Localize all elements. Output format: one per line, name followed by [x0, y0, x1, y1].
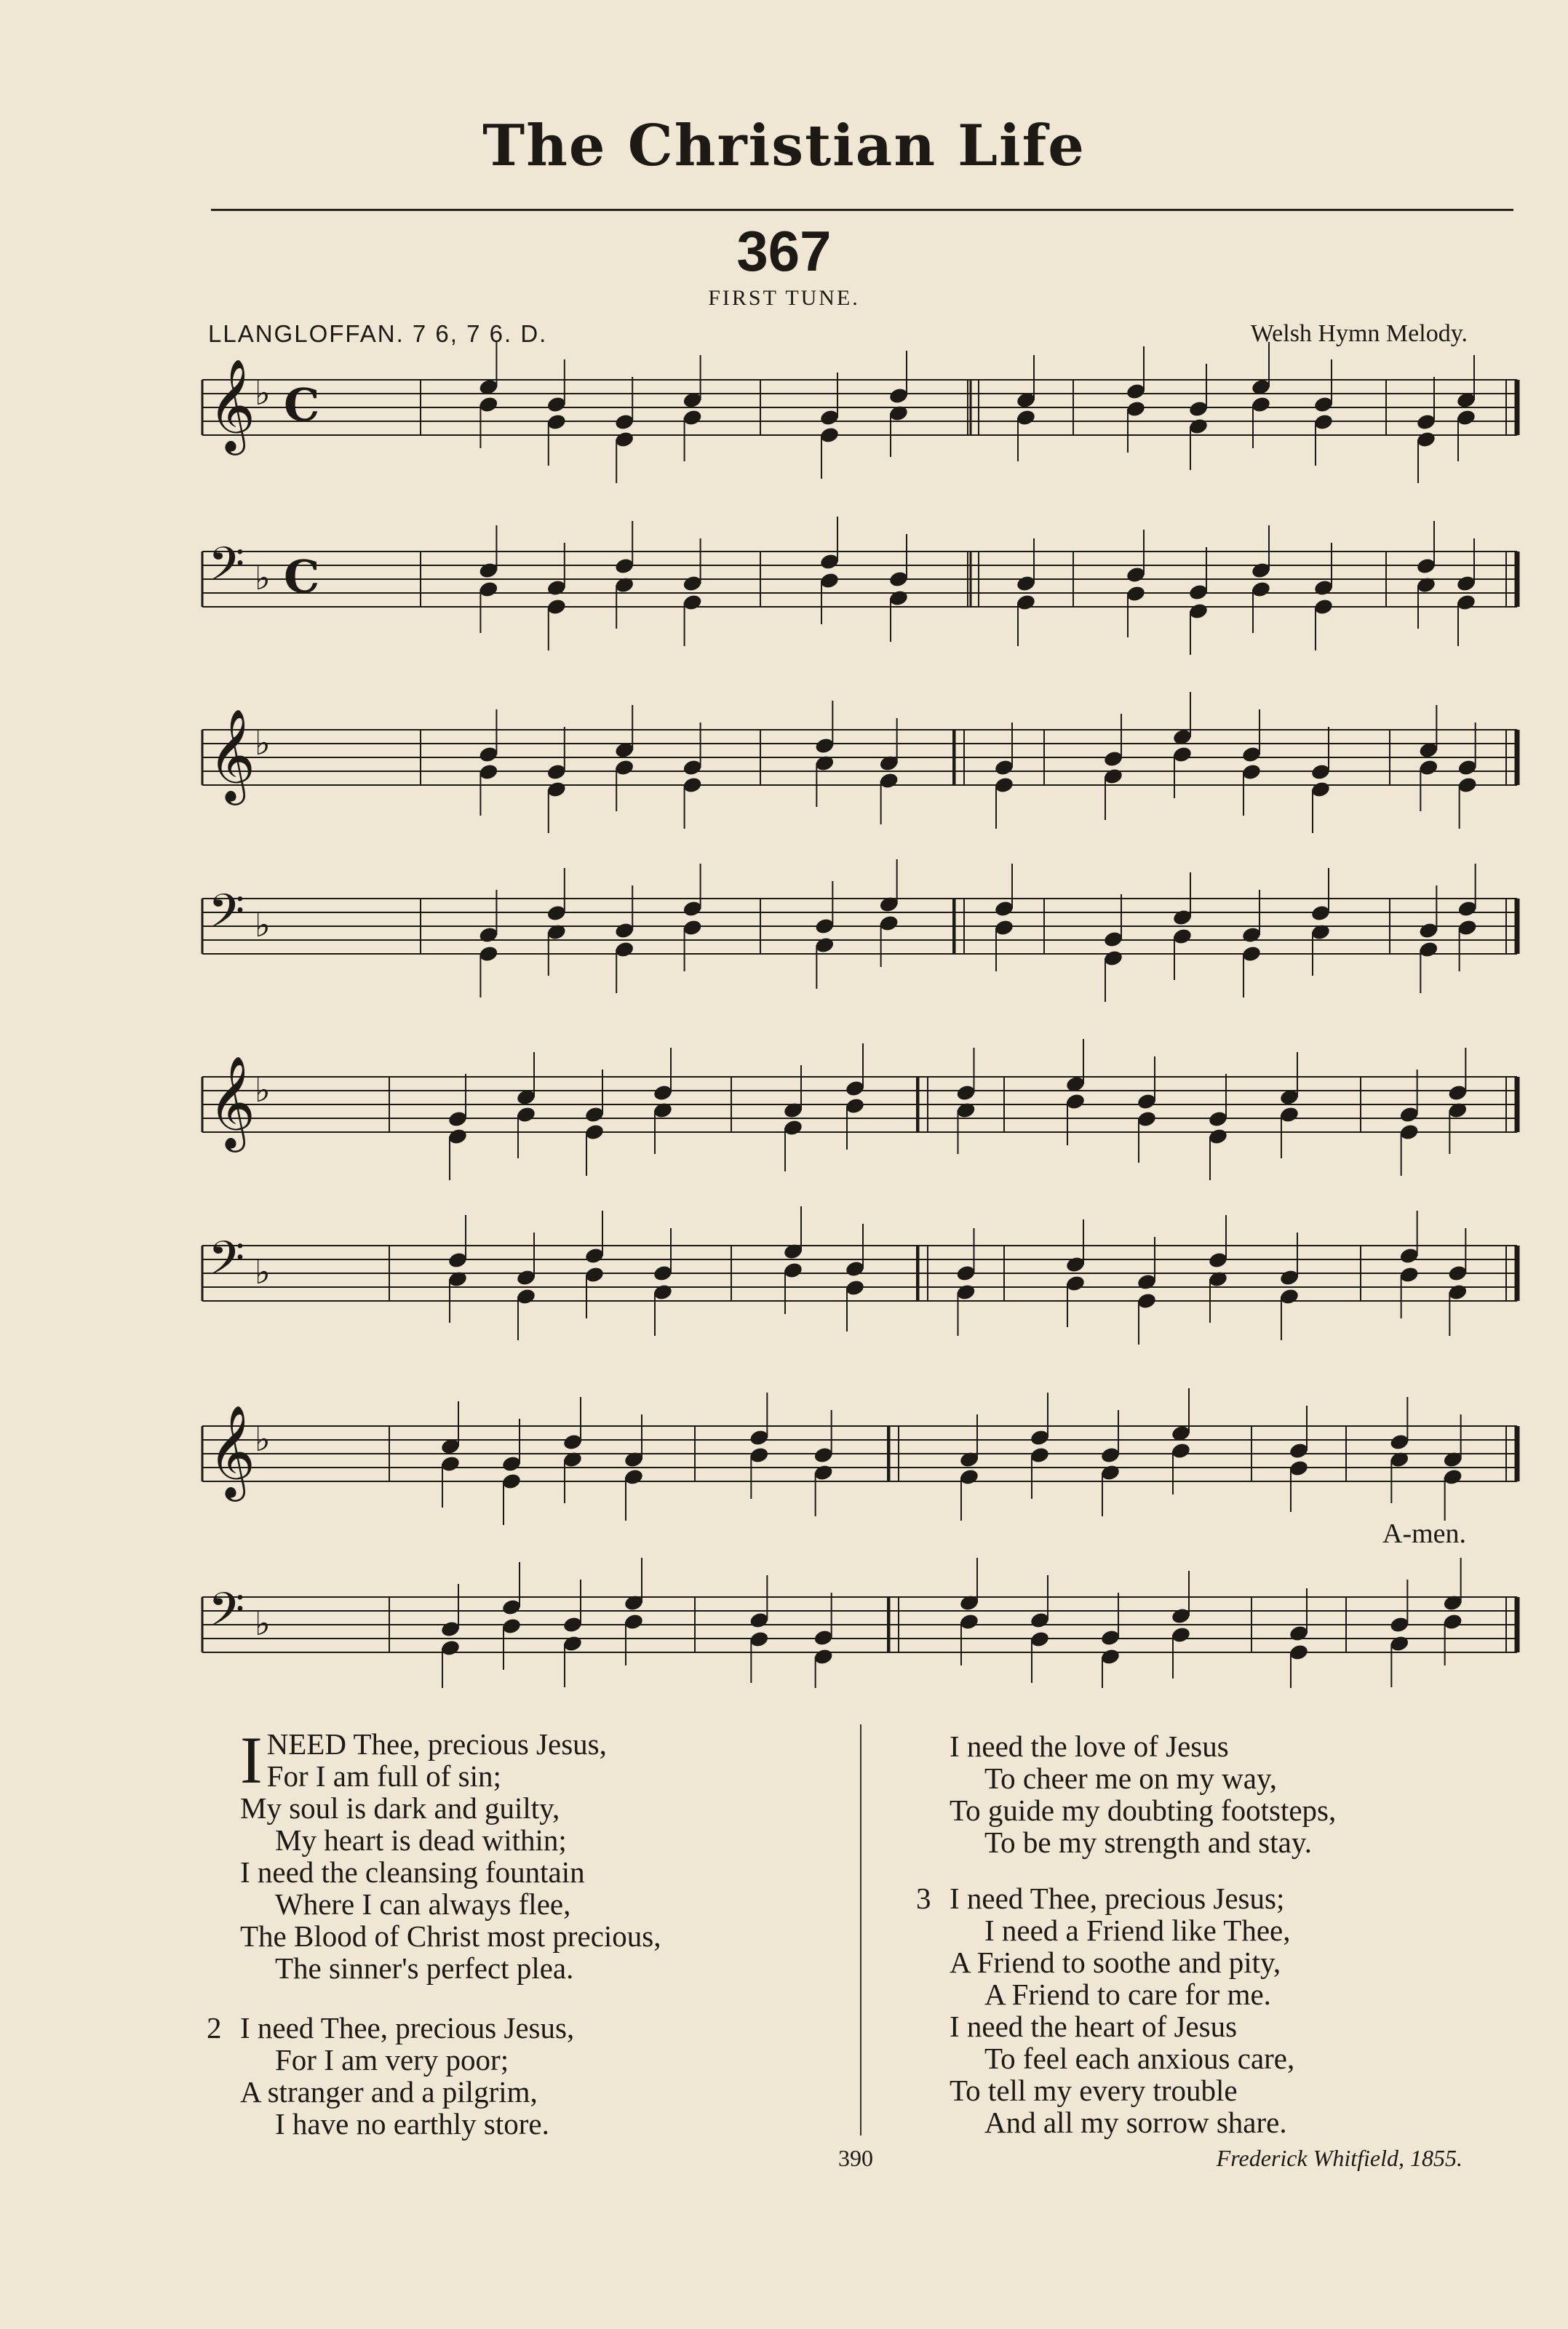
verse-drop-cap: I [240, 1723, 263, 1797]
verse-line: For I am full of sin; [266, 1759, 501, 1793]
page-number: 390 [838, 2145, 873, 2171]
verse-2 [207, 2011, 575, 2141]
flat-icon: ♭ [255, 373, 271, 413]
treble-clef-icon: 𝄞 [208, 708, 256, 801]
treble-clef-icon: 𝄞 [208, 358, 256, 451]
verse-line: My heart is dead within; [275, 1823, 567, 1857]
author-credit: Frederick Whitfield, 1855. [1216, 2145, 1462, 2171]
verse-line: The Blood of Christ most precious, [240, 1919, 661, 1953]
verse-number: 3 [916, 1882, 931, 1915]
verse-line: For I am very poor; [275, 2043, 509, 2077]
verse-line: I have no earthly store. [275, 2107, 549, 2141]
verse-line: I need Thee, precious Jesus, [240, 2011, 575, 2045]
verse-line: A stranger and a pilgrim, [240, 2075, 538, 2109]
verse-line: To be my strength and stay. [984, 1826, 1312, 1859]
treble-clef-icon: 𝄞 [208, 1055, 256, 1148]
tune-name: LLANGLOFFAN. 7 6, 7 6. D. [208, 320, 548, 347]
flat-icon: ♭ [255, 558, 271, 597]
verse-line: A Friend to care for me. [984, 1978, 1271, 2011]
flat-icon: ♭ [255, 1604, 271, 1643]
column-divider [860, 1724, 861, 2135]
verse-line: And all my sorrow share. [984, 2106, 1287, 2139]
verse-1 [240, 1723, 661, 1985]
verse-number: 2 [207, 2011, 222, 2045]
flat-icon: ♭ [255, 1252, 271, 1291]
verse-2-continued [950, 1730, 1336, 1858]
hymn-number: 367 [736, 219, 832, 283]
flat-icon: ♭ [255, 905, 271, 944]
verse-line: To feel each anxious care, [984, 2042, 1295, 2075]
verse-3 [916, 1882, 1295, 2139]
amen-label: A-men. [1382, 1518, 1467, 1549]
page-title: The Christian Life [482, 113, 1086, 179]
flat-icon: ♭ [255, 1420, 271, 1459]
tune-label: FIRST TUNE. [708, 286, 860, 310]
treble-clef-icon: 𝄞 [208, 1404, 256, 1497]
common-time-icon: C [284, 550, 320, 603]
bass-clef-icon: 𝄢 [208, 538, 245, 603]
verse-line: I need a Friend like Thee, [984, 1914, 1291, 1947]
flat-icon: ♭ [255, 1070, 271, 1110]
bass-clef-icon: 𝄢 [208, 885, 245, 950]
common-time-icon: C [284, 378, 320, 431]
verse-line: Where I can always flee, [275, 1887, 571, 1921]
verse-line: A Friend to soothe and pity, [950, 1946, 1281, 1979]
verse-line: I need the heart of Jesus [950, 2010, 1238, 2043]
verse-line: To cheer me on my way, [984, 1761, 1278, 1795]
bass-clef-icon: 𝄢 [208, 1232, 245, 1297]
verse-line: I need Thee, precious Jesus; [950, 1882, 1285, 1915]
composer-credit: Welsh Hymn Melody. [1250, 320, 1468, 347]
verse-line: The sinner's perfect plea. [275, 1951, 574, 1985]
verse-line: To guide my doubting footsteps, [950, 1793, 1337, 1827]
bass-clef-icon: 𝄢 [208, 1583, 245, 1649]
verse-line: To tell my every trouble [950, 2074, 1238, 2107]
verse-line: NEED Thee, precious Jesus, [266, 1727, 607, 1761]
verse-line: I need the love of Jesus [950, 1729, 1229, 1763]
verse-line: My soul is dark and guilty, [240, 1791, 560, 1825]
flat-icon: ♭ [255, 723, 271, 763]
verse-line: I need the cleansing fountain [240, 1855, 585, 1889]
